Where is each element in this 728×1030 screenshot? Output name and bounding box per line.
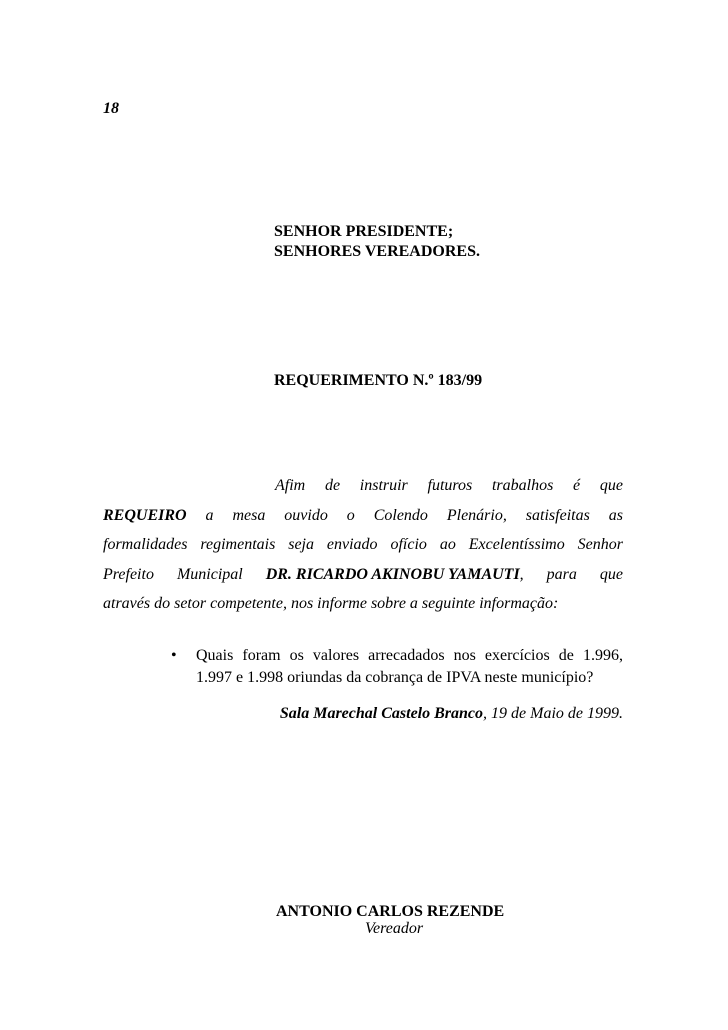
word: seja — [288, 536, 314, 553]
paragraph-line-4 — [103, 560, 623, 590]
word: regimentais — [200, 536, 276, 553]
paragraph-line-5: através do setor competente, nos informe sobre a seguinte informação: — [103, 595, 559, 612]
bullet-line-1 — [196, 645, 623, 667]
word: a — [205, 506, 214, 524]
word: Afim — [275, 477, 306, 494]
word: Colendo — [373, 506, 428, 524]
word: de — [558, 647, 574, 664]
word: Quais — [196, 647, 234, 664]
word: é — [573, 477, 581, 494]
word: ao — [439, 536, 456, 553]
word: o — [346, 506, 355, 524]
word: ofício — [390, 536, 427, 553]
word: de — [324, 477, 341, 494]
word: trabalhos — [491, 477, 554, 494]
word: valores — [312, 647, 360, 664]
paragraph-line-2 — [103, 501, 623, 531]
word: Municipal — [176, 565, 243, 583]
word: instruir — [359, 477, 408, 494]
word: exercícios — [484, 647, 550, 664]
paragraph-line-3 — [103, 530, 623, 560]
word: Excelentíssimo — [468, 536, 565, 553]
word: os — [289, 647, 304, 664]
place-and-date — [280, 705, 623, 723]
word: futuros — [427, 477, 473, 494]
word: Prefeito — [103, 565, 154, 583]
requeiro-word: REQUEIRO — [103, 506, 187, 524]
word: para — [546, 565, 577, 583]
bullet-text — [196, 645, 623, 689]
mayor-name: DR. RICARDO AKINOBU YAMAUTI — [265, 565, 520, 583]
word: enviado — [326, 536, 378, 553]
bullet-marker: • — [171, 647, 177, 664]
word: Plenário, — [446, 506, 507, 524]
word: formalidades — [103, 536, 188, 553]
word: 1.996, — [582, 647, 623, 664]
bullet-list-item — [171, 645, 623, 689]
mayor-name-group — [266, 560, 524, 590]
salutation-line-president: SENHOR PRESIDENTE; — [274, 223, 454, 240]
requerimento-title: REQUERIMENTO N.º 183/99 — [274, 372, 483, 389]
date-text: , 19 de Maio de 1999. — [483, 705, 623, 722]
signer-role: Vereador — [365, 920, 424, 937]
page-number: 18 — [103, 100, 119, 117]
paragraph-line-1 — [103, 471, 623, 501]
place-name: Sala Marechal Castelo Branco — [279, 705, 484, 722]
word: ouvido — [284, 506, 328, 524]
bullet-line-2: 1.997 e 1.998 oriundas da cobrança de IPVA neste município? — [196, 669, 594, 686]
salutation-line-councilors: SENHORES VEREADORES. — [274, 243, 480, 260]
salutation — [274, 222, 480, 262]
word: as — [608, 506, 623, 524]
word: que — [599, 477, 623, 494]
word: nos — [453, 647, 476, 664]
word: que — [599, 565, 623, 583]
word: arrecadados — [368, 647, 445, 664]
word: mesa — [232, 506, 266, 524]
word: Senhor — [577, 536, 623, 553]
word: foram — [242, 647, 281, 664]
request-paragraph — [103, 471, 623, 619]
word: satisfeitas — [525, 506, 590, 524]
signer-name: ANTONIO CARLOS REZENDE — [276, 903, 505, 920]
word: , — [519, 565, 524, 583]
